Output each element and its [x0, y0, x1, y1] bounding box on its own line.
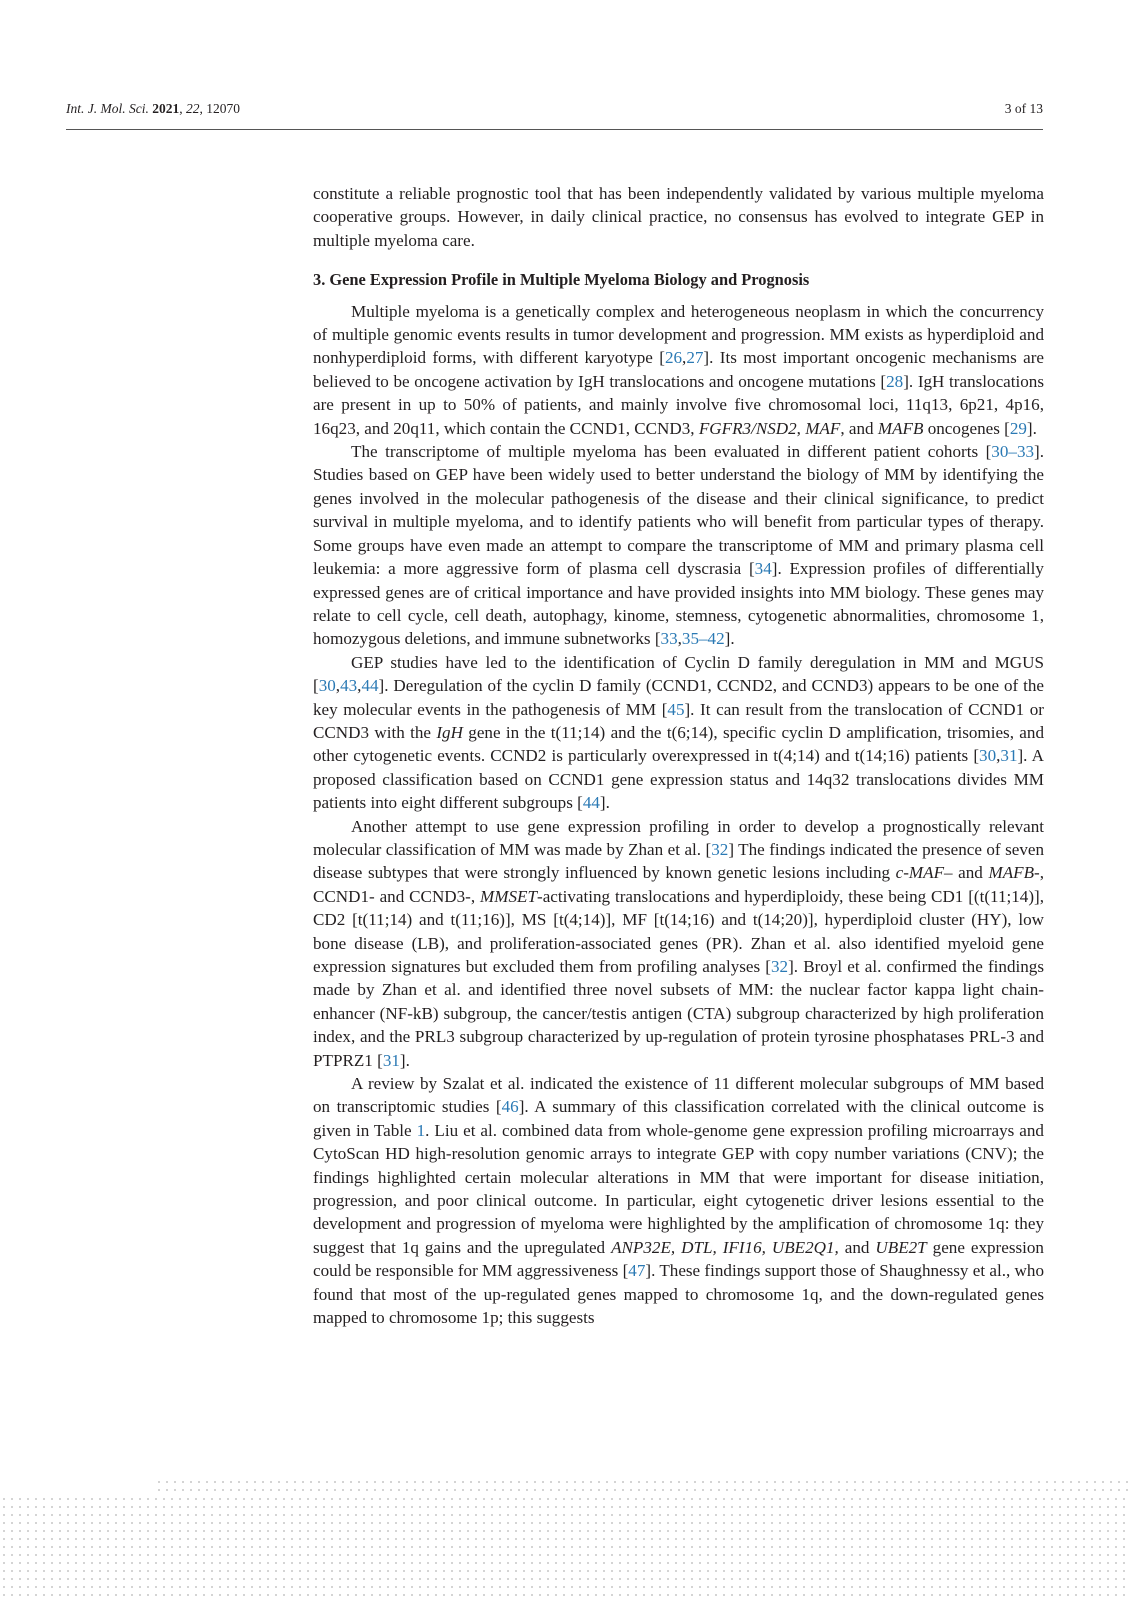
text: GEP studies have led to the identification of Cyclin D family deregulation in MM and MGUS [ — [313, 652, 1044, 696]
text: gene expression could be responsible for MM aggressiveness [ — [313, 1237, 1044, 1281]
text: Multiple myeloma is a genetically complex and heterogeneous neoplasm in which the concurrency of multiple genomic events results in tumor development and progression. MM exists as hyperdiploid and nonhyperdiploid forms, with different karyotype [ — [313, 301, 1044, 368]
running-header — [66, 97, 1043, 119]
paragraph-5 — [313, 1072, 1044, 1329]
article-number: 12070 — [206, 101, 240, 116]
text: ] The findings indicated the presence of seven disease subtypes that were strongly influenced by known genetic lesions including — [313, 839, 1044, 883]
text: ]. Its most important oncogenic mechanisms are believed to be oncogene activation by IgH translocations and oncogene mutations [ — [313, 348, 1044, 391]
text: gene in the t(11;14) and the t(6;14), specific cyclin D amplification, trisomies, and other cytogenetic events. CCND2 is particularly overexpressed in t(4;14) and t(14;16) patients [ — [313, 722, 1044, 766]
gene-name: FGFR3/NSD2 — [698, 418, 797, 438]
text: ]. A proposed classification based on CCND1 gene expression status and 14q32 translocations divides MM patients into eight different subgroups [ — [313, 746, 1044, 813]
journal-volume: 22 — [185, 101, 200, 116]
page-number: 3 of 13 — [1004, 101, 1043, 116]
gene-name: MAFB — [877, 418, 924, 438]
citation-link[interactable]: 30 — [979, 746, 997, 766]
text: ]. Broyl et al. confirmed the findings made by Zhan et al. and identified three novel subsets of MM: the nuclear factor kappa light chain-enhancer (NF-kB) subgroup, the cancer/testis antigen (CTA) subgroup characterized by high proliferation index, and the PRL3 subgroup characterized by up-regulation of protein tyrosine phosphatases PRL-3 and PTPRZ1 [ — [313, 957, 1044, 1070]
text: ]. These findings support those of Shaughnessy et al., who found that most of the up-regulated genes mapped to chromosome 1q, and the down-regulated genes mapped to chromosome 1p; this suggests — [313, 1261, 1044, 1328]
citation-link[interactable]: 30 — [318, 676, 336, 696]
text: , — [682, 348, 687, 368]
citation-link[interactable]: 46 — [501, 1097, 519, 1117]
gene-name: MAF — [805, 418, 841, 438]
text: , — [996, 746, 1001, 766]
citation-link[interactable]: 44 — [582, 793, 600, 813]
text: oncogenes [ — [923, 418, 1010, 438]
section-heading: 3. Gene Expression Profile in Multiple Myeloma Biology and Prognosis — [313, 270, 810, 290]
text: A review by Szalat et al. indicated the existence of 11 different molecular subgroups of MM based on transcriptomic studies [ — [313, 1074, 1044, 1117]
citation-link[interactable]: 32 — [711, 839, 729, 859]
text: and — [838, 1237, 876, 1257]
dotted-scan-artifact — [155, 1478, 1131, 1495]
text: ]. IgH translocations are present in up to 50% of patients, and mainly involve five chromosomal loci, 11q13, 6p21, 4p16, 16q23, and 20q11, which contain the CCND1, CCND3, — [313, 371, 1044, 438]
paragraph-2 — [313, 440, 1044, 651]
citation-link[interactable]: 32 — [770, 957, 789, 976]
citation-link[interactable]: 33 — [660, 629, 678, 649]
text: , — [677, 629, 682, 649]
citation-link[interactable]: 31 — [382, 1050, 400, 1070]
text: ]. — [724, 629, 735, 649]
text: ]. — [399, 1050, 410, 1070]
journal-abbrev: Int. J. Mol. Sci. — [66, 101, 149, 116]
text: -activating translocations and hyperdiploidy, these being CD1 [(t(11;14)], CD2 [t(11;14) and t(11;16)], MS [t(4;14)], MF [t(14;16) and t(14;20)], hyperdiploid cluster (HY), low bone disease (LB), and proliferation-associated genes (PR). Zhan et al. also identified myeloid gene expression signatures but excluded them from profiling analyses [ — [313, 886, 1044, 976]
text: The transcriptome of multiple myeloma has been evaluated in different patient cohorts [ — [351, 442, 992, 462]
citation-link[interactable]: 47 — [628, 1261, 646, 1281]
text: ]. Deregulation of the cyclin D family (CCND1, CCND2, and CCND3) appears to be one of the key molecular events in the pathogenesis of MM [ — [313, 676, 1044, 719]
text: . Liu et al. combined data from whole-genome gene expression profiling microarrays and CytoScan HD high-resolution genomic arrays to integrate GEP with copy number variations (CNV); the findings highlighted certain molecular alterations in MM that were important for disease initiation, progression, and poor clinical outcome. In particular, eight cytogenetic driver lesions essential to the development and progression of myeloma were highlighted by the amplification of chromosome 1q: they suggest that 1q gains and the upregulated — [313, 1120, 1044, 1257]
gene-name: IgH — [436, 722, 463, 742]
gene-name: ANP32E, DTL, IFI16, UBE2Q1, — [611, 1237, 839, 1257]
intro-paragraph: constitute a reliable prognostic tool that has been independently validated by various multiple myeloma cooperative groups. However, in daily clinical practice, no consensus has evolved to integrate GEP in multiple myeloma care. — [313, 184, 1044, 250]
citation-link[interactable]: 45 — [667, 699, 685, 719]
gene-name: UBE2T — [875, 1237, 927, 1257]
paragraph-1 — [313, 300, 1044, 440]
paragraph-3 — [313, 651, 1044, 815]
paragraph-4 — [313, 815, 1044, 1072]
text: ]. It can result from the translocation of CCND1 or CCND3 with the — [313, 699, 1045, 742]
citation-link[interactable]: 35–42 — [681, 629, 725, 649]
text: – and — [944, 863, 989, 883]
citation-link[interactable]: 44 — [361, 676, 379, 696]
gene-name: c-MAF — [895, 863, 945, 883]
article-body — [313, 182, 1044, 1330]
text: ]. — [599, 793, 610, 813]
text: ]. Expression profiles of differentially expressed genes are of critical importance and have provided insights into MM biology. These genes may relate to cell cycle, cell death, autophagy, kinome, stemness, cytogenetic abnormalities, chromosome 1, homozygous deletions, and immune subnetworks [ — [313, 559, 1044, 649]
journal-citation: Int. J. Mol. Sci. 2021, 22, 12070 — [66, 101, 240, 116]
citation-link[interactable]: 31 — [1000, 746, 1018, 766]
text: ]. — [1026, 418, 1037, 438]
citation-link[interactable]: 28 — [886, 371, 904, 391]
table-link[interactable]: 1 — [416, 1120, 426, 1140]
citation-link[interactable]: 30–33 — [991, 442, 1035, 462]
citation-link[interactable]: 34 — [754, 559, 772, 579]
citation-link[interactable]: 27 — [686, 348, 704, 368]
text: , and — [840, 418, 878, 438]
gene-name: MAFB — [988, 863, 1035, 883]
citation-link[interactable]: 29 — [1009, 418, 1027, 438]
journal-year: 2021 — [152, 101, 180, 116]
text: ]. A summary of this classification correlated with the clinical outcome is given in Table — [313, 1097, 1044, 1140]
header-rule — [66, 129, 1043, 130]
text: , — [357, 676, 362, 696]
citation-link[interactable]: 26 — [664, 348, 683, 368]
text: -, CCND1- and CCND3-, — [313, 863, 1044, 906]
text: , — [796, 418, 806, 438]
text: Another attempt to use gene expression profiling in order to develop a prognostically relevant molecular classification of MM was made by Zhan et al. [ — [313, 816, 1044, 859]
citation-link[interactable]: 43 — [340, 676, 358, 696]
gene-name: MMSET — [480, 886, 537, 906]
text: ]. Studies based on GEP have been widely used to better understand the biology of MM by identifying the genes involved in the molecular pathogenesis of the disease and their clinical significance, to predict survival in multiple myeloma, and to identify patients who will benefit from particular types of therapy. Some groups have even made an attempt to compare the transcriptome of MM and primary plasma cell leukemia: a more aggressive form of plasma cell dyscrasia [ — [313, 442, 1044, 579]
dotted-scan-artifact — [0, 1495, 1131, 1600]
text: , — [335, 676, 341, 696]
